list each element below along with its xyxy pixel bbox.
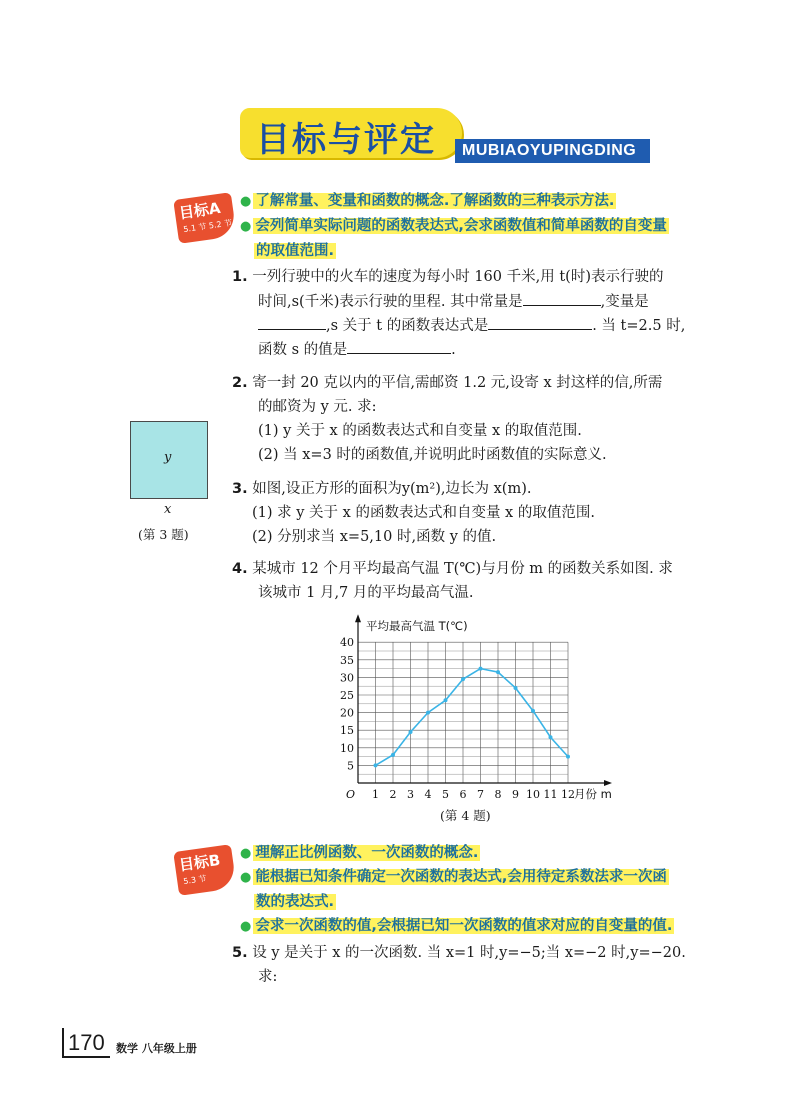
q4-caption: (第 4 题): [440, 808, 491, 823]
x-axis-label: 月份 m: [574, 787, 612, 801]
q3-caption: (第 3 题): [138, 527, 189, 542]
q3-number: 3.: [232, 481, 248, 497]
q3-line-3: (2) 分别求当 x=5,10 时,函数 y 的值.: [252, 529, 497, 545]
bullet-icon: ●: [240, 219, 252, 234]
data-point: [566, 755, 570, 759]
goal-a-item-2: ● 会列简单实际问题的函数表达式,会求函数值和简单函数的自变量: [240, 218, 667, 234]
q1-line-1: 1. 一列行驶中的火车的速度为每小时 160 千米,用 t(时)表示行驶的: [232, 269, 664, 285]
q2-line-4: (2) 当 x=3 时的函数值,并说明此时函数值的实际意义.: [258, 447, 607, 463]
y-axis-label: 平均最高气温 T(℃): [366, 619, 468, 634]
q2-line-2: 的邮资为 y 元. 求:: [258, 399, 377, 415]
x-tick-label: 9: [512, 788, 519, 801]
x-tick-label: 4: [424, 788, 432, 801]
x-tick-label: 11: [543, 788, 558, 801]
x-tick-label: 6: [459, 788, 467, 801]
goal-a-item-1: ● 了解常量、变量和函数的概念.了解函数的三种表示方法.: [240, 193, 615, 209]
y-tick-label: 5: [347, 759, 354, 773]
bullet-icon: ●: [240, 846, 252, 861]
q4-line-2: 该城市 1 月,7 月的平均最高气温.: [258, 585, 474, 601]
bullet-icon: ●: [240, 919, 252, 934]
goal-b-item-2-cont: 数的表达式.: [256, 894, 335, 910]
q2-line-3: (1) y 关于 x 的函数表达式和自变量 x 的取值范围.: [258, 423, 582, 439]
q3-figure-y-label: y: [164, 450, 172, 465]
data-point: [514, 686, 518, 690]
q2-number: 2.: [232, 375, 248, 391]
data-point: [479, 667, 483, 671]
book-title: 数学 八年级上册: [116, 1042, 197, 1055]
bullet-icon: ●: [240, 870, 252, 885]
q1-blank-expression[interactable]: [488, 314, 592, 330]
data-point: [409, 730, 413, 734]
x-tick-label: 8: [494, 788, 502, 801]
goal-b-item-2: ● 能根据已知条件确定一次函数的表达式,会用待定系数法求一次函: [240, 869, 667, 885]
y-tick-label: 20: [340, 706, 354, 720]
banner-subtitle: MUBIAOYUPINGDING: [462, 142, 637, 159]
origin-label: O: [346, 788, 356, 801]
x-tick-label: 3: [407, 788, 414, 801]
y-tick-label: 15: [340, 724, 354, 738]
data-point: [444, 698, 448, 702]
goal-a-item-2-cont: 的取值范围.: [256, 243, 335, 259]
data-point: [496, 670, 500, 674]
q4-temperature-chart: [320, 608, 630, 808]
q5-line-2: 求:: [258, 969, 278, 985]
goal-b-item-1: ● 理解正比例函数、一次函数的概念.: [240, 845, 479, 861]
goal-b-sections: 5.3 节: [182, 873, 208, 887]
x-axis-arrow-icon: [604, 780, 612, 786]
y-tick-label: 10: [340, 741, 354, 755]
q1-blank-constant[interactable]: [523, 290, 601, 306]
page-number: 170: [68, 1030, 105, 1055]
data-point: [391, 753, 395, 757]
q3-line-1: 3. 如图,设正方形的面积为y(m²),边长为 x(m).: [232, 481, 532, 497]
goal-b-badge-label: 目标B: [177, 850, 222, 875]
data-point: [426, 711, 430, 715]
q1-number: 1.: [232, 269, 248, 285]
q3-figure-x-label: x: [164, 502, 172, 517]
x-tick-label: 5: [442, 788, 449, 801]
data-point: [531, 709, 535, 713]
goal-a-badge: [173, 192, 237, 244]
bullet-icon: ●: [240, 194, 252, 209]
x-tick-label: 12: [561, 788, 575, 801]
data-point: [374, 763, 378, 767]
data-point: [549, 735, 553, 739]
data-point: [461, 677, 465, 681]
x-tick-label: 10: [526, 788, 540, 801]
goal-a-sections: 5.1 节 5.2 节: [182, 218, 233, 235]
q1-line-4: 函数 s 的值是 .: [258, 338, 456, 363]
y-axis-arrow-icon: [355, 614, 361, 622]
q3-line-2: (1) 求 y 关于 x 的函数表达式和自变量 x 的取值范围.: [252, 505, 595, 521]
banner-title: 目标与评定: [256, 120, 436, 160]
goal-b-badge: [173, 844, 237, 896]
q2-line-1: 2. 寄一封 20 克以内的平信,需邮资 1.2 元,设寄 x 封这样的信,所需: [232, 375, 663, 391]
goal-a-badge-label: 目标A: [177, 198, 222, 223]
x-tick-label: 2: [389, 788, 397, 801]
q4-number: 4.: [232, 561, 248, 577]
y-tick-label: 30: [340, 671, 354, 685]
q1-line-3: ,s 关于 t 的函数表达式是 . 当 t=2.5 时,: [258, 314, 685, 339]
q4-line-1: 4. 某城市 12 个月平均最高气温 T(℃)与月份 m 的函数关系如图. 求: [232, 561, 673, 577]
y-tick-label: 40: [340, 636, 354, 650]
y-tick-label: 35: [340, 653, 354, 667]
q5-line-1: 5. 设 y 是关于 x 的一次函数. 当 x=1 时,y=−5;当 x=−2 时,y=−20.: [232, 945, 686, 961]
x-tick-label: 1: [372, 788, 379, 801]
temperature-series-line: [376, 669, 569, 766]
q1-blank-value[interactable]: [347, 338, 451, 354]
q1-line-2: 时间,s(千米)表示行驶的里程. 其中常量是 ,变量是: [258, 290, 649, 315]
goal-b-item-3: ● 会求一次函数的值,会根据已知一次函数的值求对应的自变量的值.: [240, 918, 673, 934]
q1-blank-variable[interactable]: [258, 314, 326, 330]
x-tick-label: 7: [477, 788, 484, 801]
q5-number: 5.: [232, 945, 248, 961]
y-tick-label: 25: [340, 689, 354, 702]
